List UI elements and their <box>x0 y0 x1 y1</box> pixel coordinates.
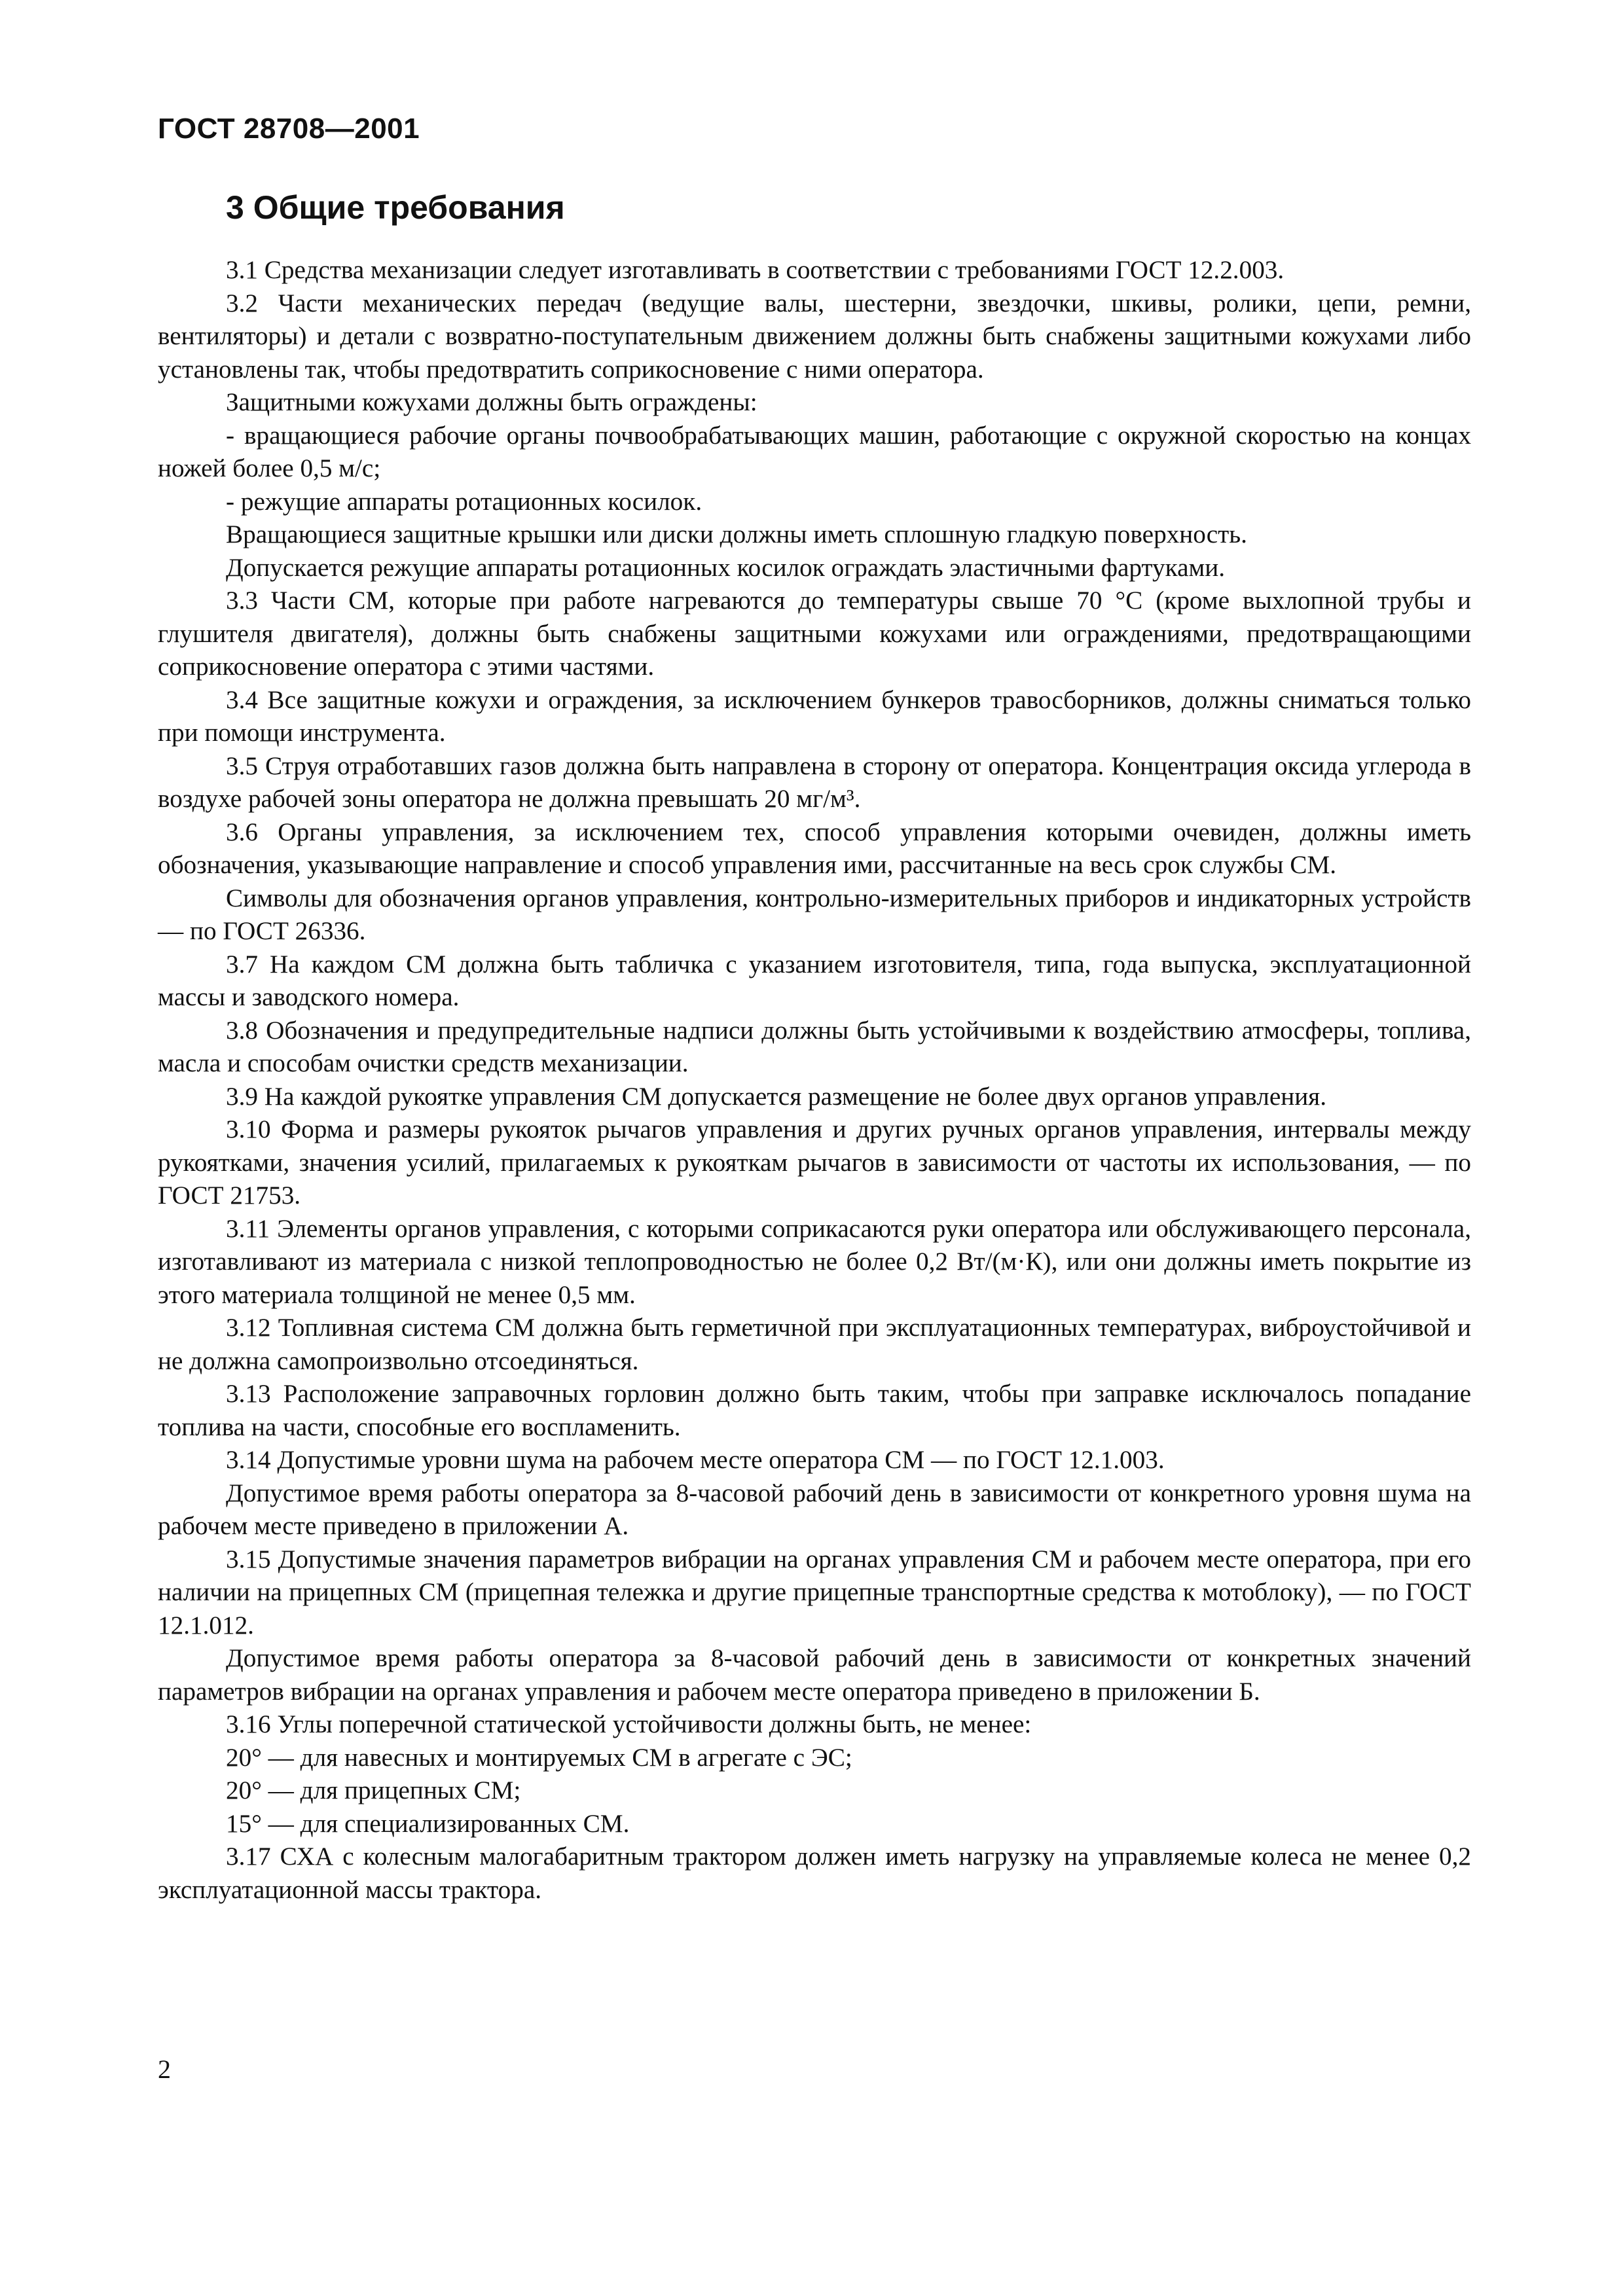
paragraph-3-13: 3.13 Расположение заправочных горловин должно быть таким, чтобы при заправке исключалось попадание топлива на части, способные его воспламенить. <box>158 1380 1471 1441</box>
paragraph-3-1: 3.1 Средства механизации следует изготавливать в соответствии с требованиями ГОСТ 12.2.003. <box>226 256 1285 284</box>
paragraph-3-11: 3.11 Элементы органов управления, с которыми соприкасаются руки оператора или обслуживающего персонала, изготавливают из материала с низкой теплопроводностью не более 0,2 Вт/(м·К), или они должны иметь покрытие из этого материала толщиной не менее 0,5 мм. <box>158 1214 1471 1309</box>
paragraph-3-7: 3.7 На каждом СМ должна быть табличка с указанием изготовителя, типа, года выпуска, эксплуатационной массы и заводского номера. <box>158 950 1471 1011</box>
document-id: ГОСТ 28708—2001 <box>158 113 420 145</box>
paragraph-covers: Вращающиеся защитные крышки или диски должны иметь сплошную гладкую поверхность. <box>226 520 1247 548</box>
paragraph-guards-intro: Защитными кожухами должны быть ограждены: <box>226 388 757 416</box>
section-heading: 3 Общие требования <box>226 189 565 226</box>
list-item-rotating-organs: - вращающиеся рабочие органы почвообрабатывающих машин, работающие с окружной скоростью на концах ножей более 0,5 м/с; <box>158 421 1471 482</box>
paragraph-3-4: 3.4 Все защитные кожухи и ограждения, за исключением бункеров травосборников, должны сниматься только при помощи инструмента. <box>158 685 1471 747</box>
paragraph-3-2: 3.2 Части механических передач (ведущие валы, шестерни, звездочки, шкивы, ролики, цепи, ремни, вентиляторы) и детали с возвратно-поступательным движением должны быть снабжены защитными кожухами либо установлены так, чтобы предотвратить соприкосновение с ними оператора. <box>158 289 1471 384</box>
list-item-trailed: 20° — для прицепных СМ; <box>226 1776 521 1804</box>
list-item-mounted: 20° — для навесных и монтируемых СМ в агрегате с ЭС; <box>226 1743 852 1772</box>
paragraph-aprons: Допускается режущие аппараты ротационных косилок ограждать эластичными фартуками. <box>226 553 1226 582</box>
paragraph-symbols: Символы для обозначения органов управления, контрольно-измерительных приборов и индикаторных устройств — по ГОСТ 26336. <box>158 884 1471 945</box>
list-item-specialized: 15° — для специализированных СМ. <box>226 1809 630 1838</box>
paragraph-3-5: 3.5 Струя отработавших газов должна быть направлена в сторону от оператора. Концентрация оксида углерода в воздухе рабочей зоны оператора не должна превышать 20 мг/м³. <box>158 751 1471 813</box>
page-number: 2 <box>158 2054 171 2084</box>
paragraph-3-6: 3.6 Органы управления, за исключением тех, способ управления которыми очевиден, должны иметь обозначения, указывающие направление и способ управления ими, рассчитанные на весь срок службы СМ. <box>158 817 1471 879</box>
paragraph-3-3: 3.3 Части СМ, которые при работе нагреваются до температуры свыше 70 °С (кроме выхлопной трубы и глушителя двигателя), должны быть снабжены защитными кожухами или ограждениями, предотвращающими соприкосновение оператора с этими частями. <box>158 586 1471 681</box>
paragraph-3-14: 3.14 Допустимые уровни шума на рабочем месте оператора СМ — по ГОСТ 12.1.003. <box>226 1446 1165 1474</box>
paragraph-3-12: 3.12 Топливная система СМ должна быть герметичной при эксплуатационных температурах, виброустойчивой и не должна самопроизвольно отсоединяться. <box>158 1314 1471 1375</box>
paragraph-vibration-time: Допустимое время работы оператора за 8-часовой рабочий день в зависимости от конкретных значений параметров вибрации на органах управления и рабочем месте оператора приведено в приложении Б. <box>158 1644 1471 1706</box>
paragraph-3-17: 3.17 СХА с колесным малогабаритным трактором должен иметь нагрузку на управляемые колеса не менее 0,2 эксплуатационной массы трактора. <box>158 1842 1471 1904</box>
paragraph-3-10: 3.10 Форма и размеры рукояток рычагов управления и других ручных органов управления, интервалы между рукоятками, значения усилий, прилагаемых к рукояткам рычагов в зависимости от частоты их использования, — по ГОСТ 21753. <box>158 1115 1471 1210</box>
paragraph-noise-time: Допустимое время работы оператора за 8-часовой рабочий день в зависимости от конкретного уровня шума на рабочем месте приведено в приложении А. <box>158 1479 1471 1540</box>
list-item-cutting-units: - режущие аппараты ротационных косилок. <box>226 487 702 516</box>
paragraph-3-16: 3.16 Углы поперечной статической устойчивости должны быть, не менее: <box>226 1710 1032 1738</box>
paragraph-3-15: 3.15 Допустимые значения параметров вибрации на органах управления СМ и рабочем месте оператора, при его наличии на прицепных СМ (прицепная тележка и другие прицепные транспортные средства к мотоблоку), — по ГОСТ 12.1.012. <box>158 1545 1471 1640</box>
section-body <box>158 254 1471 1907</box>
paragraph-3-8: 3.8 Обозначения и предупредительные надписи должны быть устойчивыми к воздействию атмосферы, топлива, масла и способам очистки средств механизации. <box>158 1016 1471 1077</box>
paragraph-3-9: 3.9 На каждой рукоятке управления СМ допускается размещение не более двух органов управления. <box>226 1082 1327 1111</box>
